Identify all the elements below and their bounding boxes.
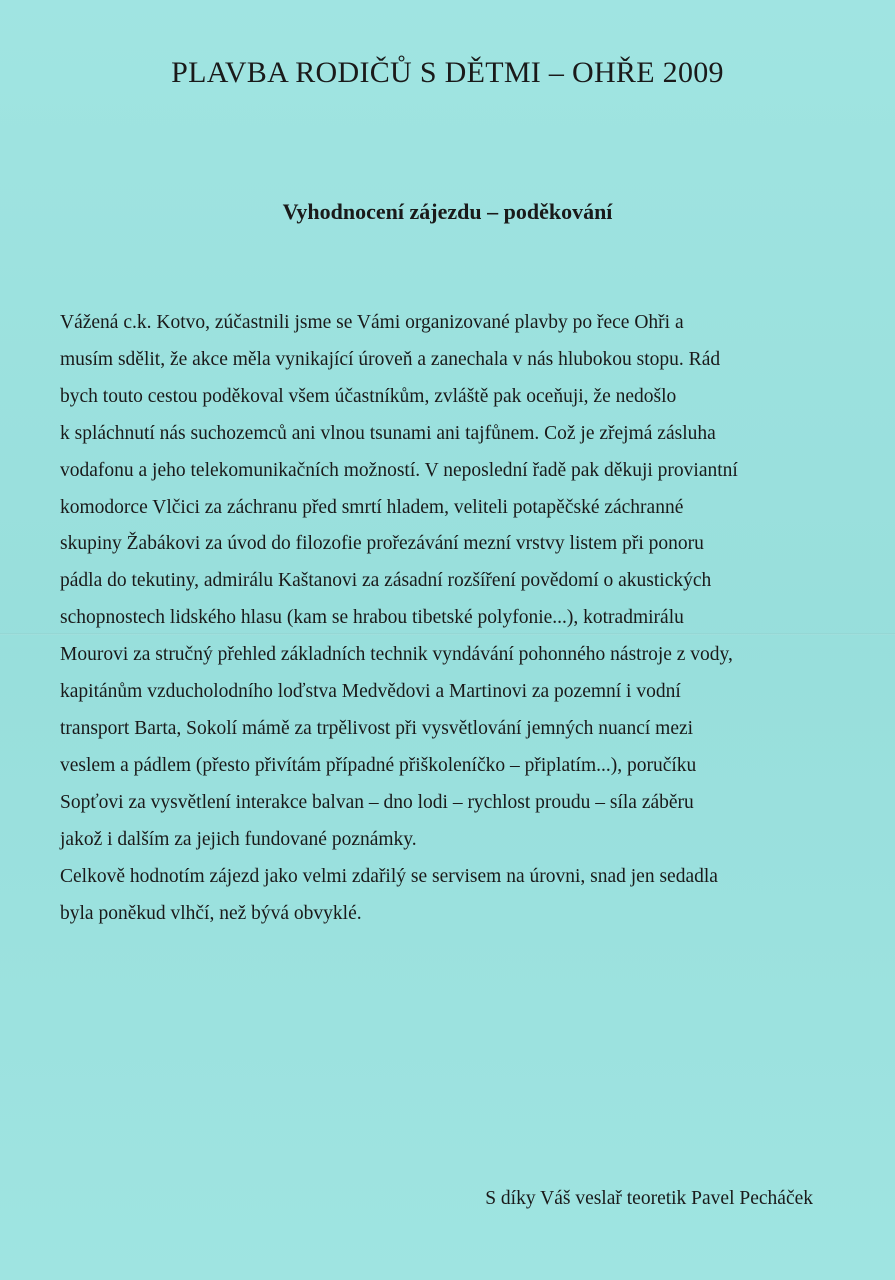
body-line: k spláchnutí nás suchozemců ani vlnou tsunami ani tajfůnem. Což je zřejmá zásluha — [60, 422, 716, 444]
body-line: musím sdělit, že akce měla vynikající úroveň a zanechala v nás hlubokou stopu. Rád — [60, 348, 721, 370]
body-line: bych touto cestou poděkoval všem účastníkům, zvláště pak oceňuji, že nedošlo — [60, 385, 677, 407]
document-title: PLAVBA RODIČŮ S DĚTMI – OHŘE 2009 — [171, 56, 724, 89]
body-line: veslem a pádlem (přesto přivítám případné přiškoleníčko – připlatím...), poručíku — [60, 754, 697, 776]
body-line: transport Barta, Sokolí mámě za trpělivost při vysvětlování jemných nuancí mezi — [60, 717, 694, 739]
body-line: Sopťovi za vysvětlení interakce balvan – dno lodi – rychlost proudu – síla záběru — [60, 791, 694, 813]
body-line: vodafonu a jeho telekomunikačních možností. V neposlední řadě pak děkuji proviantní — [60, 459, 738, 481]
body-line: kapitánům vzducholodního loďstva Medvědovi a Martinovi za pozemní i vodní — [60, 681, 681, 703]
body-line: skupiny Žabákovi za úvod do filozofie prořezávání mezní vrstvy listem při ponoru — [60, 533, 704, 555]
body-line: pádla do tekutiny, admirálu Kaštanovi za zásadní rozšíření povědomí o akustických — [60, 570, 712, 592]
body-line: Celkově hodnotím zájezd jako velmi zdařilý se servisem na úrovni, snad jen sedadla — [60, 865, 718, 887]
body-line: jakož i dalším za jejich fundované poznámky. — [60, 828, 417, 850]
body-line: Vážená c.k. Kotvo, zúčastnili jsme se Vámi organizované plavby po řece Ohři a — [60, 312, 684, 333]
body-line: byla poněkud vlhčí, než bývá obvyklé. — [60, 902, 362, 924]
body-line: schopnostech lidského hlasu (kam se hrabou tibetské polyfonie...), kotradmirálu — [60, 607, 684, 629]
letter-body — [60, 305, 850, 932]
signature: S díky Váš veslař teoretik Pavel Pecháček — [485, 1188, 813, 1209]
document-subtitle: Vyhodnocení zájezdu – poděkování — [282, 199, 613, 224]
body-line: komodorce Vlčici za záchranu před smrtí hladem, veliteli potapěčské záchranné — [60, 496, 684, 518]
body-line: Mourovi za stručný přehled základních technik vyndávání pohonného nástroje z vody, — [60, 644, 733, 666]
